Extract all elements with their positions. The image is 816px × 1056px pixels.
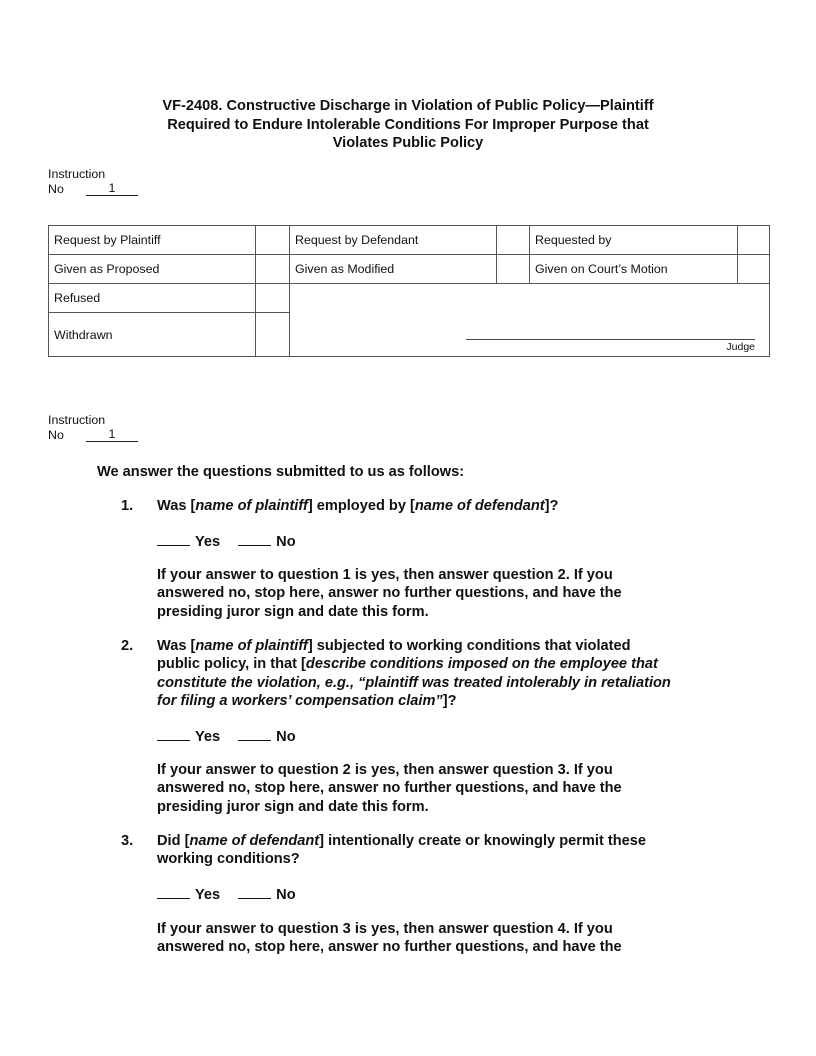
no-blank[interactable] [238, 532, 271, 546]
given-as-modified-checkbox[interactable] [497, 255, 530, 284]
question-number: 2. [121, 638, 134, 654]
question-2-answer [157, 727, 296, 746]
request-by-plaintiff-label: Request by Plaintiff [49, 226, 256, 255]
judge-signature-area[interactable] [290, 284, 770, 357]
table-row [49, 284, 770, 313]
question-2-instructions: If your answer to question 2 is yes, then answer question 3. If you answered no, stop here, answer no further questions, and have the presiding juror sign and date this form. [157, 762, 622, 815]
yes-label: Yes [195, 729, 221, 745]
question-number: 1. [121, 498, 134, 514]
yes-label: Yes [195, 887, 221, 903]
given-as-proposed-checkbox[interactable] [256, 255, 290, 284]
refused-checkbox[interactable] [256, 284, 290, 313]
judge-signature-line [466, 339, 755, 340]
table-row [49, 226, 770, 255]
placeholder-conditions: describe conditions imposed on the employee that [305, 656, 658, 673]
no-blank[interactable] [238, 885, 271, 899]
placeholder-defendant: name of defendant [189, 833, 320, 849]
yes-blank[interactable] [157, 532, 190, 546]
table-row [49, 255, 770, 284]
no-label: No [276, 729, 296, 745]
no-blank[interactable] [238, 727, 271, 741]
question-3-instructions: If your answer to question 3 is yes, then answer question 4. If you answered no, stop here, answer no further questions, and have the [157, 921, 622, 956]
yes-blank[interactable] [157, 727, 190, 741]
placeholder-defendant: name of defendant [414, 498, 545, 514]
instruction-no-label: No [48, 427, 64, 442]
instruction-no-value[interactable]: 1 [86, 182, 138, 196]
title-line-3: Violates Public Policy [332, 135, 484, 151]
instruction-no-label: No [48, 181, 64, 196]
title-line-1: VF-2408. Constructive Discharge in Violation of Public Policy—Plaintiff [162, 98, 654, 114]
given-as-proposed-label: Given as Proposed [49, 255, 256, 284]
placeholder-plaintiff: name of plaintiff [195, 638, 308, 654]
given-as-modified-label: Given as Modified [290, 255, 497, 284]
instruction-number-top [48, 167, 138, 196]
request-by-plaintiff-checkbox[interactable] [256, 226, 290, 255]
given-on-courts-motion-checkbox[interactable] [738, 255, 770, 284]
no-label: No [276, 887, 296, 903]
question-text: Did [name of defendant] intentionally create or knowingly permit these working conditions? [157, 833, 646, 868]
withdrawn-checkbox[interactable] [256, 313, 290, 357]
question-text: Was [name of plaintiff] employed by [name of defendant]? [157, 498, 559, 514]
yes-blank[interactable] [157, 885, 190, 899]
verdict-intro: We answer the questions submitted to us as follows: [97, 464, 465, 480]
form-title [100, 97, 716, 153]
requested-by-label: Requested by [530, 226, 738, 255]
request-by-defendant-label: Request by Defendant [290, 226, 497, 255]
requested-by-checkbox[interactable] [738, 226, 770, 255]
given-on-courts-motion-label: Given on Court’s Motion [530, 255, 738, 284]
no-label: No [276, 534, 296, 550]
question-number: 3. [121, 833, 134, 849]
instruction-number-bottom [48, 413, 138, 442]
question-1-answer [157, 532, 296, 551]
withdrawn-label: Withdrawn [49, 313, 256, 357]
title-line-2: Required to Endure Intolerable Conditions For Improper Purpose that [167, 116, 649, 133]
judge-label: Judge [726, 341, 755, 353]
question-1-instructions: If your answer to question 1 is yes, then answer question 2. If you answered no, stop here, answer no further questions, and have the presiding juror sign and date this form. [157, 567, 622, 620]
question-text: Was [name of plaintiff] subjected to working conditions that violated public policy, in that [describe conditions imposed on the employee that constitute the violation, e.g., “plaintiff was treated intolerably in retaliation for filing a workers’ compensation claim”]? [157, 638, 671, 710]
question-3-answer [157, 885, 296, 904]
instruction-no-value[interactable]: 1 [86, 428, 138, 442]
request-status-table [48, 225, 770, 357]
yes-label: Yes [195, 534, 221, 550]
instruction-label: Instruction [48, 167, 106, 181]
refused-label: Refused [49, 284, 256, 313]
request-by-defendant-checkbox[interactable] [497, 226, 530, 255]
instruction-label: Instruction [48, 413, 106, 427]
placeholder-plaintiff: name of plaintiff [195, 498, 308, 514]
